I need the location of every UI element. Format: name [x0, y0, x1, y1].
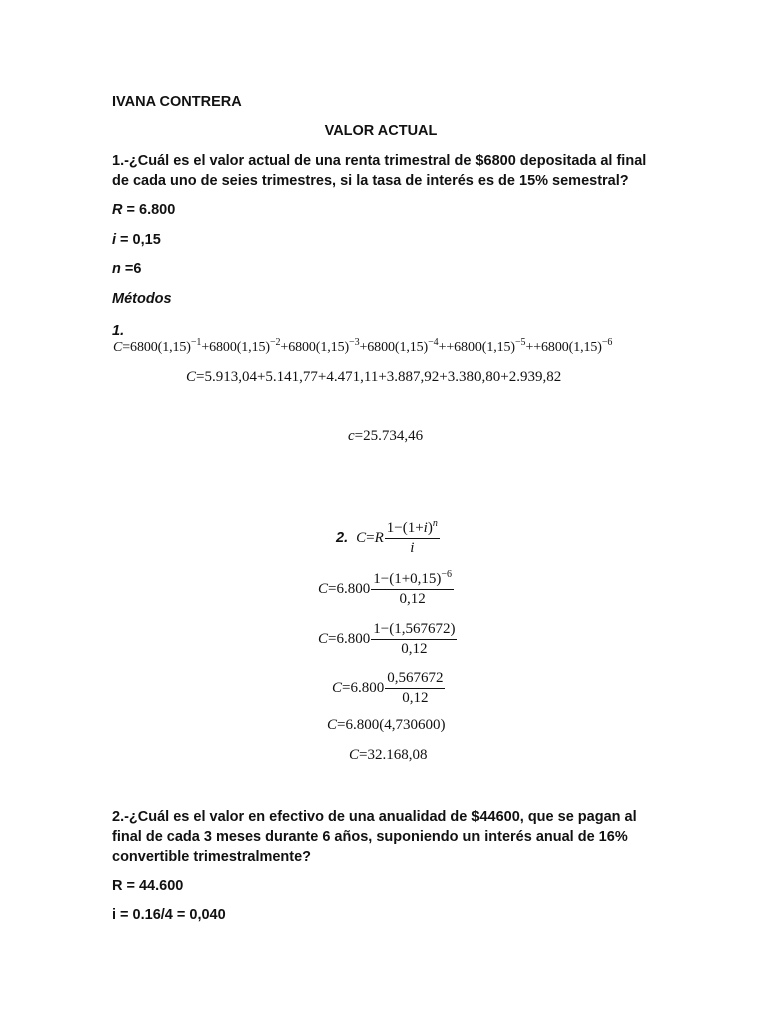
method2-step-substitution: C=6.800 $\frac{1-(1+0,15)^{-6}}{0,12}$ [318, 569, 453, 607]
method2-label: 2. [336, 529, 349, 546]
method1-equation-sum: $C=6800(1,15)^{-1}+6800(1,15)^{-2}+6800(1,15)^{-3}+6800(1,15)^{-4}++6800(1,15)^{-5}++6800(1,15)^{-6}$ [113, 337, 613, 355]
problem2-text-line1: 2.-¿Cuál es el valor en efectivo de una anualidad de $44600, que se pagan al [112, 809, 637, 825]
problem1-text-line1: 1.-¿Cuál es el valor actual de una renta trimestral de $6800 depositada al final [112, 153, 647, 169]
method2-formula: 2. C=R $\frac{1-(1+i)^n}{i}$ [336, 518, 438, 556]
problem2-text-line2: final de cada 3 meses durante 6 años, suponiendo un interés anual de 16% [112, 829, 628, 845]
method2-result: C=32.168,08 [349, 747, 428, 763]
method1-equation-values: C=5.913,04+5.141,77+4.471,11+3.887,92+3.380,80+2.939,82 [186, 369, 562, 385]
problem2-text-line3: convertible trimestralmente? [112, 849, 312, 865]
problem1-text-line2: de cada uno de seies trimestres, si la tasa de interés es de 15% semestral? [112, 173, 629, 189]
problem2-variable-i: i = 0.16/4 = 0,040 [112, 907, 226, 923]
problem2-variable-r: R = 44.600 [112, 878, 184, 894]
method2-step-factor: C=6.800(4,730600) [327, 717, 446, 733]
method1-label: 1. [112, 323, 125, 339]
methods-heading: Métodos [112, 291, 172, 307]
document-title: VALOR ACTUAL [324, 123, 438, 139]
method1-result: c=25.734,46 [348, 428, 424, 444]
method2-step-numerator: C=6.800 $\frac{0,567672}{0,12}$ [332, 670, 444, 706]
method2-step-power: C=6.800 $\frac{1-(1,567672)}{0,12}$ [318, 621, 456, 657]
variable-r: R = 6.800 [112, 202, 176, 218]
variable-n: n =6 [112, 261, 142, 277]
variable-i: i = 0,15 [112, 232, 161, 248]
author-name: IVANA CONTRERA [112, 94, 242, 110]
